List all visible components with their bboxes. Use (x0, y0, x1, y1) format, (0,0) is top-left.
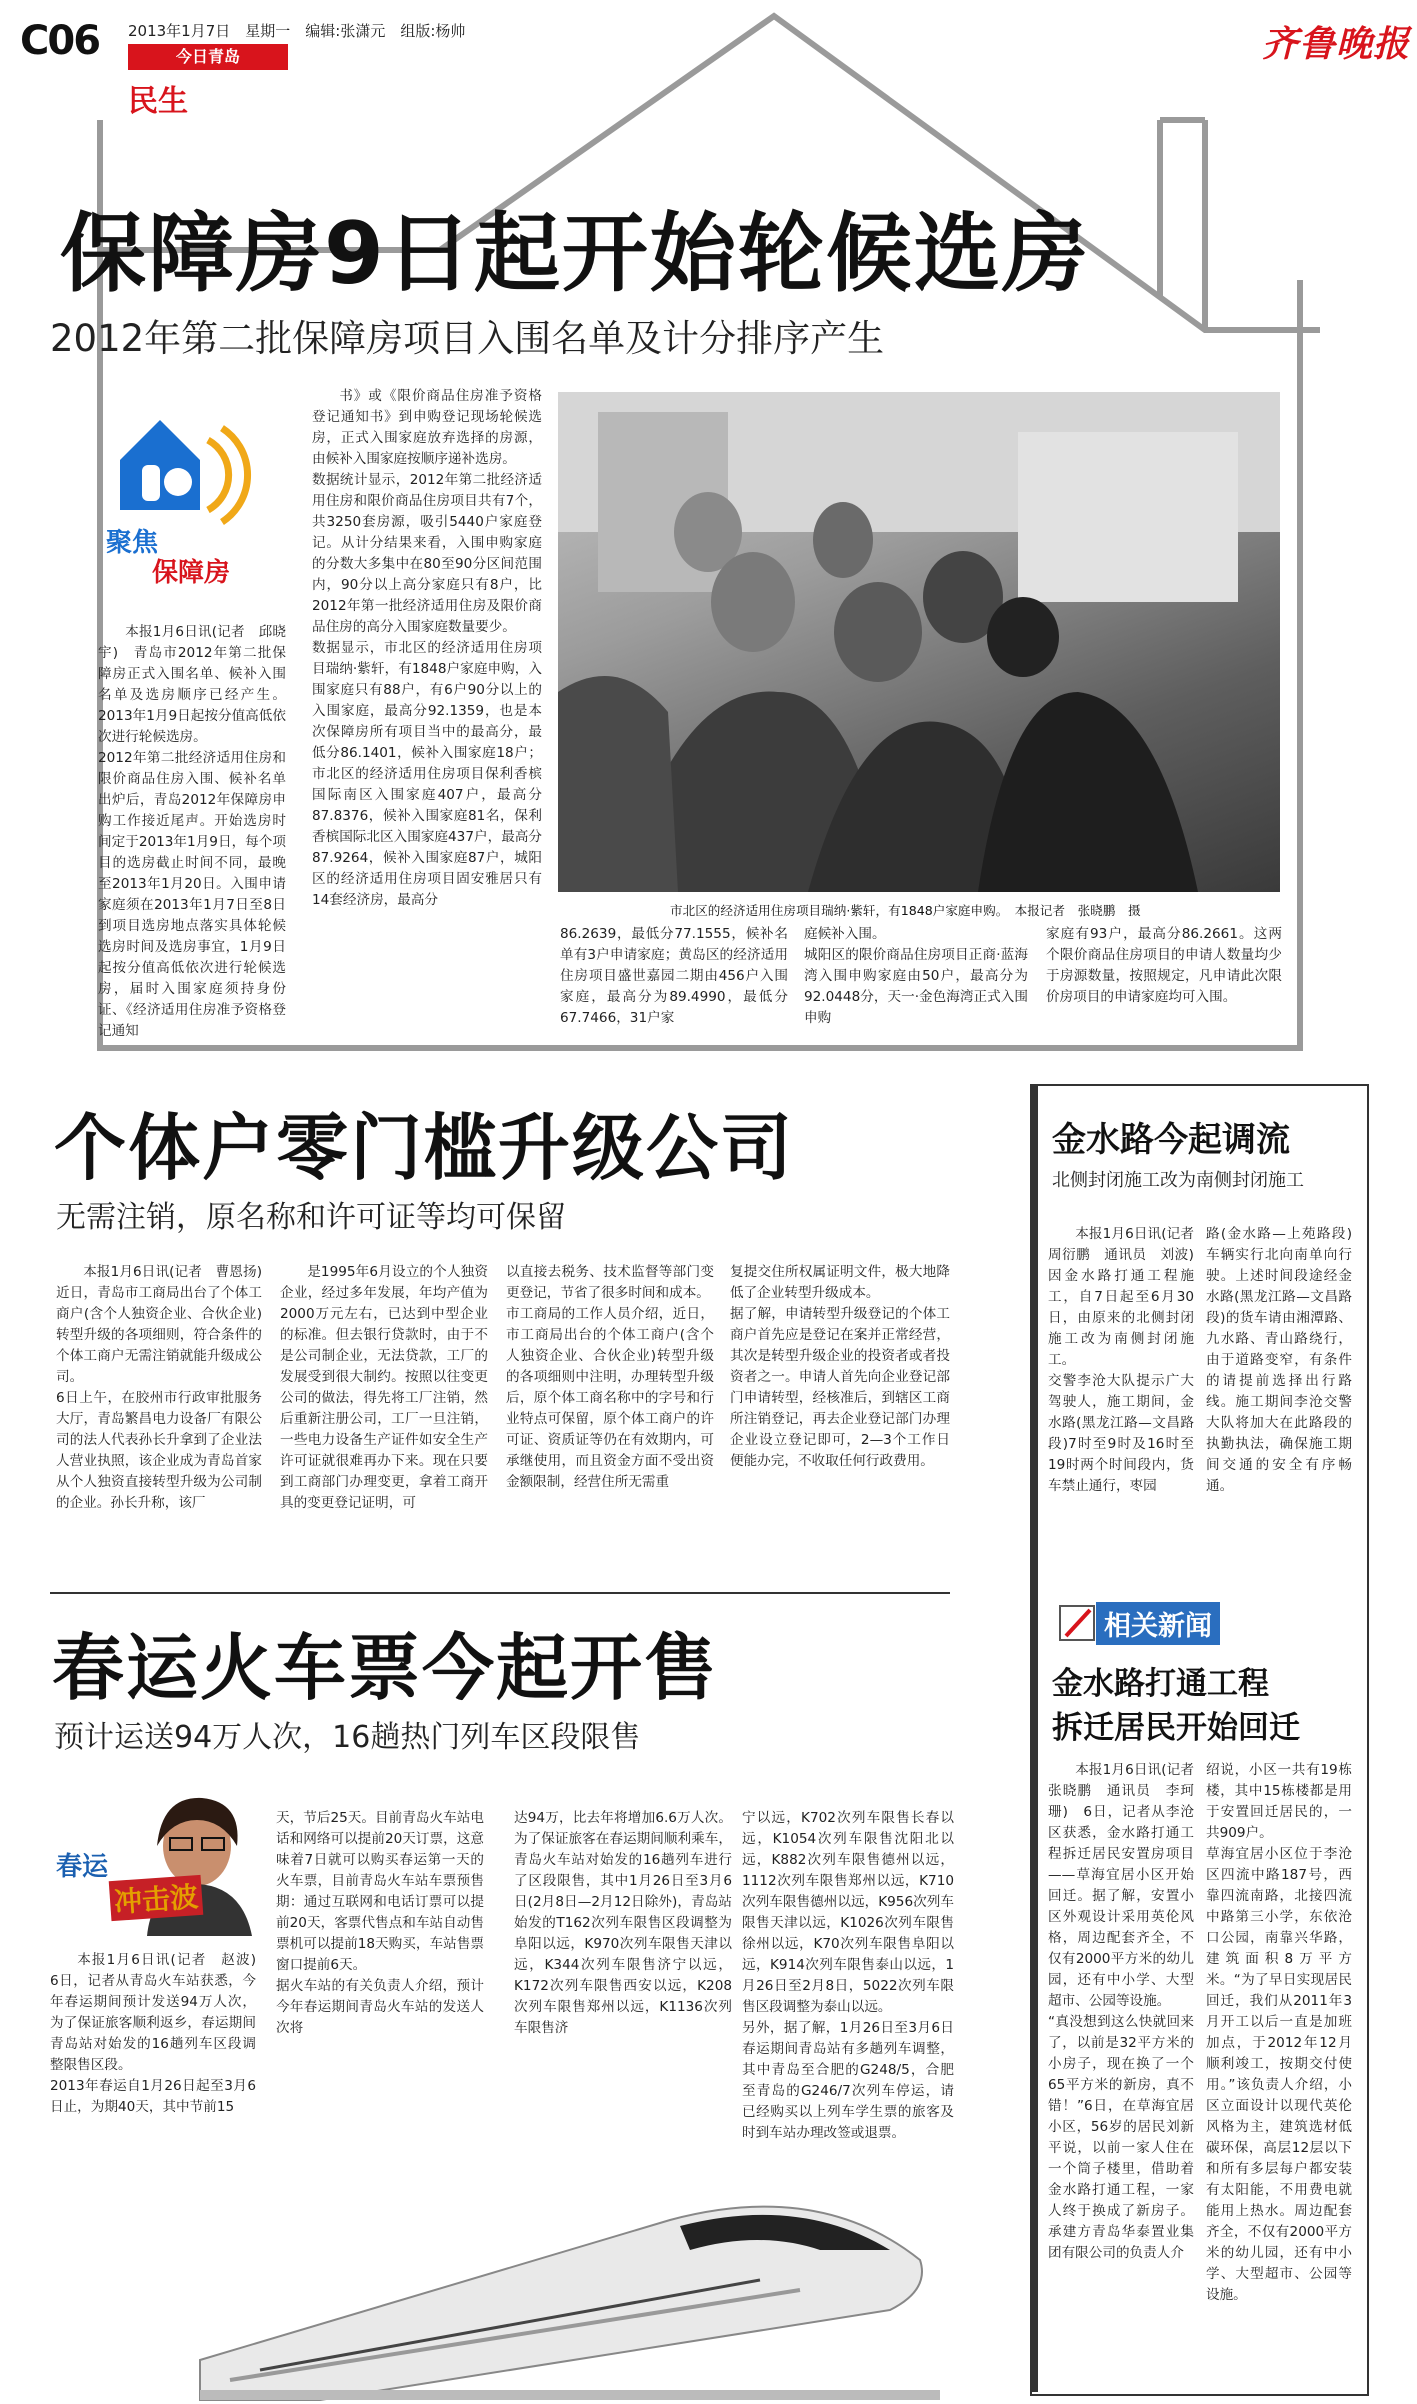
related-news-label: 相关新闻 (1096, 1602, 1220, 1645)
sidebar-col-a: 本报1月6日讯(记者 周衍鹏 通讯员 刘波) 因金水路打通工程施工，自7日起至6月30日，由原来的北侧封闭施工改为南侧封闭施工。 交警李沧大队提示广大驾驶人，施工期间，金水路(黑龙江路—文昌路段)7时至9时及16时至19时两个时间段内，货车禁止通行，枣园 (1048, 1226, 1194, 1494)
housing-col-3: 86.2639，最低分77.1555，候补名单有3户申请家庭；黄岛区的经济适用住房项目盛世嘉园二期由456户入围家庭，最高分为89.4990，最低分67.7466，31户家 (560, 926, 788, 1026)
train-col-3: 达94万，比去年将增加6.6万人次。为了保证旅客在春运期间顺利乘车，青岛火车站对始发的16趟列车进行了区段限售，其中1月26日至3月6日(2月8日—2月12日除外)，青岛站始发的T162次列车限售区段调整为阜阳以远，K970次列车限售天津以远，K344次列车限售济宁以远，K172次列车限售西安以远，K208次列车限售郑州以远，K1136次列车限售济 (514, 1810, 732, 2036)
photo-people-illustration (558, 392, 1280, 892)
section-tab: 今日青岛 (128, 44, 288, 70)
train-col-1: 本报1月6日讯(记者 赵波) 6日，记者从青岛火车站获悉，今年春运期间预计发送94万人次，为了保证旅客顺利返乡，春运期间青岛站对始发的16趟列车区段调整限售区段。 2013年春运自1月26日起至3月6日止，为期40天，其中节前15 (50, 1952, 256, 2115)
business-col-2: 是1995年6月设立的个人独资企业，经过多年发展，年均产值为2000万元左右，已达到中型企业的标准。但去银行贷款时，由于不是公司制企业，无法贷款，工厂的发展受到很大制约。按照以往变更公司的做法，得先将工厂注销，然后重新注册公司，工厂一旦注销，一些电力设备生产证件如安全生产许可证就很难再办下来。现在只要到工商部门办理变更，拿着工商开具的变更登记证明，可 (280, 1264, 488, 1511)
issue-meta: 2013年1月7日 星期一 编辑:张潇元 组版:杨帅 (128, 22, 466, 40)
divider-business (50, 1592, 950, 1594)
sidebar-title-2b: 拆迁居民开始回迁 (1052, 1710, 1300, 1746)
subhead-business: 无需注销，原名称和许可证等均可保留 (56, 1200, 566, 1235)
sidebar-title-1: 金水路今起调流 (1052, 1120, 1290, 1160)
pencil-icon (1056, 1600, 1100, 1646)
focus-badge (90, 400, 260, 590)
page-number: C06 (20, 18, 100, 64)
train-col-2: 天，节后25天。目前青岛火车站电话和网络可以提前20天订票，这意味着7日就可以购买春运第一天的火车票，目前青岛火车站车票预售期：通过互联网和电话订票可以提前20天，客票代售点和车站自动售票机可以提前18天购买，车站售票窗口提前6天。 据火车站的有关负责人介绍，预计今年春运期间青岛火车站的发送人次将 (276, 1810, 484, 2036)
spring-badge (52, 1786, 274, 1936)
housing-col-2: 书》或《限价商品住房准予资格登记通知书》到申购登记现场轮候选房，正式入围家庭放弃选择的房源，由候补入围家庭按顺序递补选房。 数据统计显示，2012年第二批经济适用住房和限价商品住房项目共有7个，共3250套房源，吸引5440户家庭登记。从计分结果来看，入围申购家庭的分数大多集中在80至90分区间范围内，90分以上高分家庭只有8户，比2012年第一批经济适用住房及限价商品住房的高分入围家庭数量要少。 数据显示，市北区的经济适用住房项目瑞纳·紫轩，有1848户家庭申购，入围家庭只有88户，有6户90分以上的入围家庭，最高分92.1359，也是本次保障房所有项目当中的最高分，最低分86.1401，候补入围家庭18户；市北区的经济适用住房项目保利香槟国际南区入围家庭407户，最高分87.8376，候补入围家庭81名，保利香槟国际北区入围家庭437户，最高分87.9264，候补入围家庭87户，城阳区的经济适用住房项目固安雅居只有14套经济房，最高分 (312, 388, 542, 908)
business-col-4: 复提交住所权属证明文件，极大地降低了企业转型升级成本。 据了解，申请转型升级登记的个体工商户首先应是登记在案并正常经营，其次是转型升级企业的投资者或者投资者之一。申请人首先向企业登记部门申请转型，经核准后，到辖区工商所注销登记，再去企业登记部门办理企业设立登记即可，2—3个工作日便能办完，不收取任何行政费用。 (730, 1264, 950, 1469)
badge-label-1: 聚焦 (106, 528, 159, 558)
bullet-train-illustration (200, 2100, 940, 2400)
sidebar-col-b: 路(金水路—上苑路段)车辆实行北向南单向行驶。上述时间段途经金水路(黑龙江路—文昌路段)的货车请由湘潭路、九水路、青山路绕行，由于道路变窄，有条件的请提前选择出行路线。施工期间李沧交警大队将加大在此路段的执勤执法，确保施工期间交通的安全有序畅通。 (1206, 1226, 1352, 1494)
related-news-tag (1056, 1600, 1236, 1646)
section-name: 民生 (128, 84, 188, 119)
housing-col-4: 庭候补入围。 城阳区的限价商品住房项目正商·蓝海湾入围申购家庭由50户，最高分为92.0448分，天一·金色海湾正式入围申购 (804, 926, 1028, 1026)
newspaper-logo: 齐鲁晚报 (1262, 23, 1411, 65)
subhead-housing: 2012年第二批保障房项目入围名单及计分排序产生 (50, 317, 885, 360)
train-col-4: 宁以远，K702次列车限售长春以远，K1054次列车限售沈阳北以远，K882次列车限售德州以远，1112次列车限售郑州以远，K710次列车限售德州以远，K956次列车限售天津以远，K1026次列车限售徐州以远，K70次列车限售阜阳以远，K914次列车限售泰山以远，1月26日至2月8日，5022次列车限售区段调整为泰山以远。 另外，据了解，1月26日至3月6日春运期间青岛站有多趟列车调整，其中青岛至合肥的G248/5，合肥至青岛的G246/7次列车停运，请已经购买以上列车学生票的旅客及时到车站办理改签或退票。 (742, 1810, 954, 2141)
photo-caption: 市北区的经济适用住房项目瑞纳·紫轩，有1848户家庭申购。 本报记者 张晓鹏 摄 (670, 903, 1141, 918)
headline-train: 春运火车票今起开售 (52, 1626, 719, 1710)
badge-label-2: 保障房 (152, 558, 231, 588)
business-col-1: 本报1月6日讯(记者 曹恩扬) 近日，青岛市工商局出台了个体工商户(含个人独资企业、合伙企业)转型升级的各项细则，符合条件的个体工商户无需注销就能升级成公司。 6日上午，在胶州市行政审批服务大厅，青岛繁昌电力设备厂有限公司的法人代表孙长升拿到了企业法人营业执照，该企业成为青岛首家从个人独资直接转型升级为公司制的企业。孙长升称，该厂 (56, 1264, 262, 1511)
house-wifi-icon (90, 400, 260, 520)
sidebar-title-2a: 金水路打通工程 (1052, 1666, 1269, 1702)
spring-badge-label-2: 冲击波 (109, 1875, 204, 1921)
housing-col-1: 本报1月6日讯(记者 邱晓宇) 青岛市2012年第二批保障房正式入围名单、候补入围名单及选房顺序已经产生。2013年1月9日起按分值高低依次进行轮候选房。 2012年第二批经济适用住房和限价商品住房入围、候补名单出炉后，青岛2012年保障房申购工作接近尾声。开始选房时间定于2013年1月9日，每个项目的选房截止时间不同，最晚至2013年1月20日。入围申请家庭须在2013年1月7日至8日到项目选房地点落实具体轮候选房时间及选房事宜，1月9日起按分值高低依次进行轮候选房，届时入围家庭须持身份证、《经济适用住房准予资格登记通知 (98, 624, 286, 1039)
subhead-train: 预计运送94万人次，16趟热门列车区段限售 (54, 1720, 641, 1755)
spring-badge-label-1: 春运 (56, 1852, 109, 1882)
sidebar-col-c: 本报1月6日讯(记者 张晓鹏 通讯员 李珂珊) 6日，记者从李沧区获悉，金水路打通工程拆迁居民安置房项目——草海宜居小区开始回迁。据了解，安置小区外观设计采用英伦风格，周边配套齐全，不仅有2000平方米的幼儿园，还有中小学、大型超市、公园等设施。 “真没想到这么快就回来了，以前是32平方米的小房子，现在换了一个65平方米的新房，真不错！”6日，在草海宜居小区，56岁的居民刘新平说，以前一家人住在一个筒子楼里，借助着金水路打通工程，一家人终于换成了新房子。承建方青岛华泰置业集团有限公司的负责人介 (1048, 1762, 1194, 2261)
sidebar-col-d: 绍说，小区一共有19栋楼，其中15栋楼都是用于安置回迁居民的，一共909户。 草海宜居小区位于李沧区四流中路187号，西靠四流南路，北接四流中路第三小学，东依沧口公园，南靠兴华路，建筑面积8万平方米。“为了早日实现居民回迁，我们从2011年3月开工以后一直是加班加点，于2012年12月顺利竣工，按期交付使用。”该负责人介绍，小区立面设计以现代英伦风格为主，建筑选材低碳环保，高层12层以下和所有多层每户都安装有太阳能，不用费电就能用上热水。周边配套齐全，不仅有2000平方米的幼儿园，还有中小学、大型超市、公园等设施。 (1206, 1762, 1352, 2303)
headline-business: 个体户零门槛升级公司 (54, 1106, 795, 1190)
headline-housing: 保障房9日起开始轮候选房 (60, 204, 1090, 304)
sidebar-accent-bar (1030, 1084, 1038, 2392)
news-photo-applicants (558, 392, 1280, 892)
housing-col-5: 家庭有93户，最高分86.2661。这两个限价商品住房项目的申请人数量均少于房源数量，按照规定，凡申请此次限价房项目的申请家庭均可入围。 (1046, 926, 1282, 1005)
business-col-3: 以直接去税务、技术监督等部门变更登记，节省了很多时间和成本。 市工商局的工作人员介绍，近日，市工商局出台的个体工商户(含个人独资企业、合伙企业)转型升级的各项细则中注明，办理转型升级后，原个体工商名称中的字号和行业特点可保留，原个体工商户的许可证、资质证等仍在有效期内，可承继使用，而且资金方面不受出资金额限制，经营住所无需重 (506, 1264, 714, 1490)
sidebar-subtitle-1: 北侧封闭施工改为南侧封闭施工 (1052, 1170, 1304, 1191)
